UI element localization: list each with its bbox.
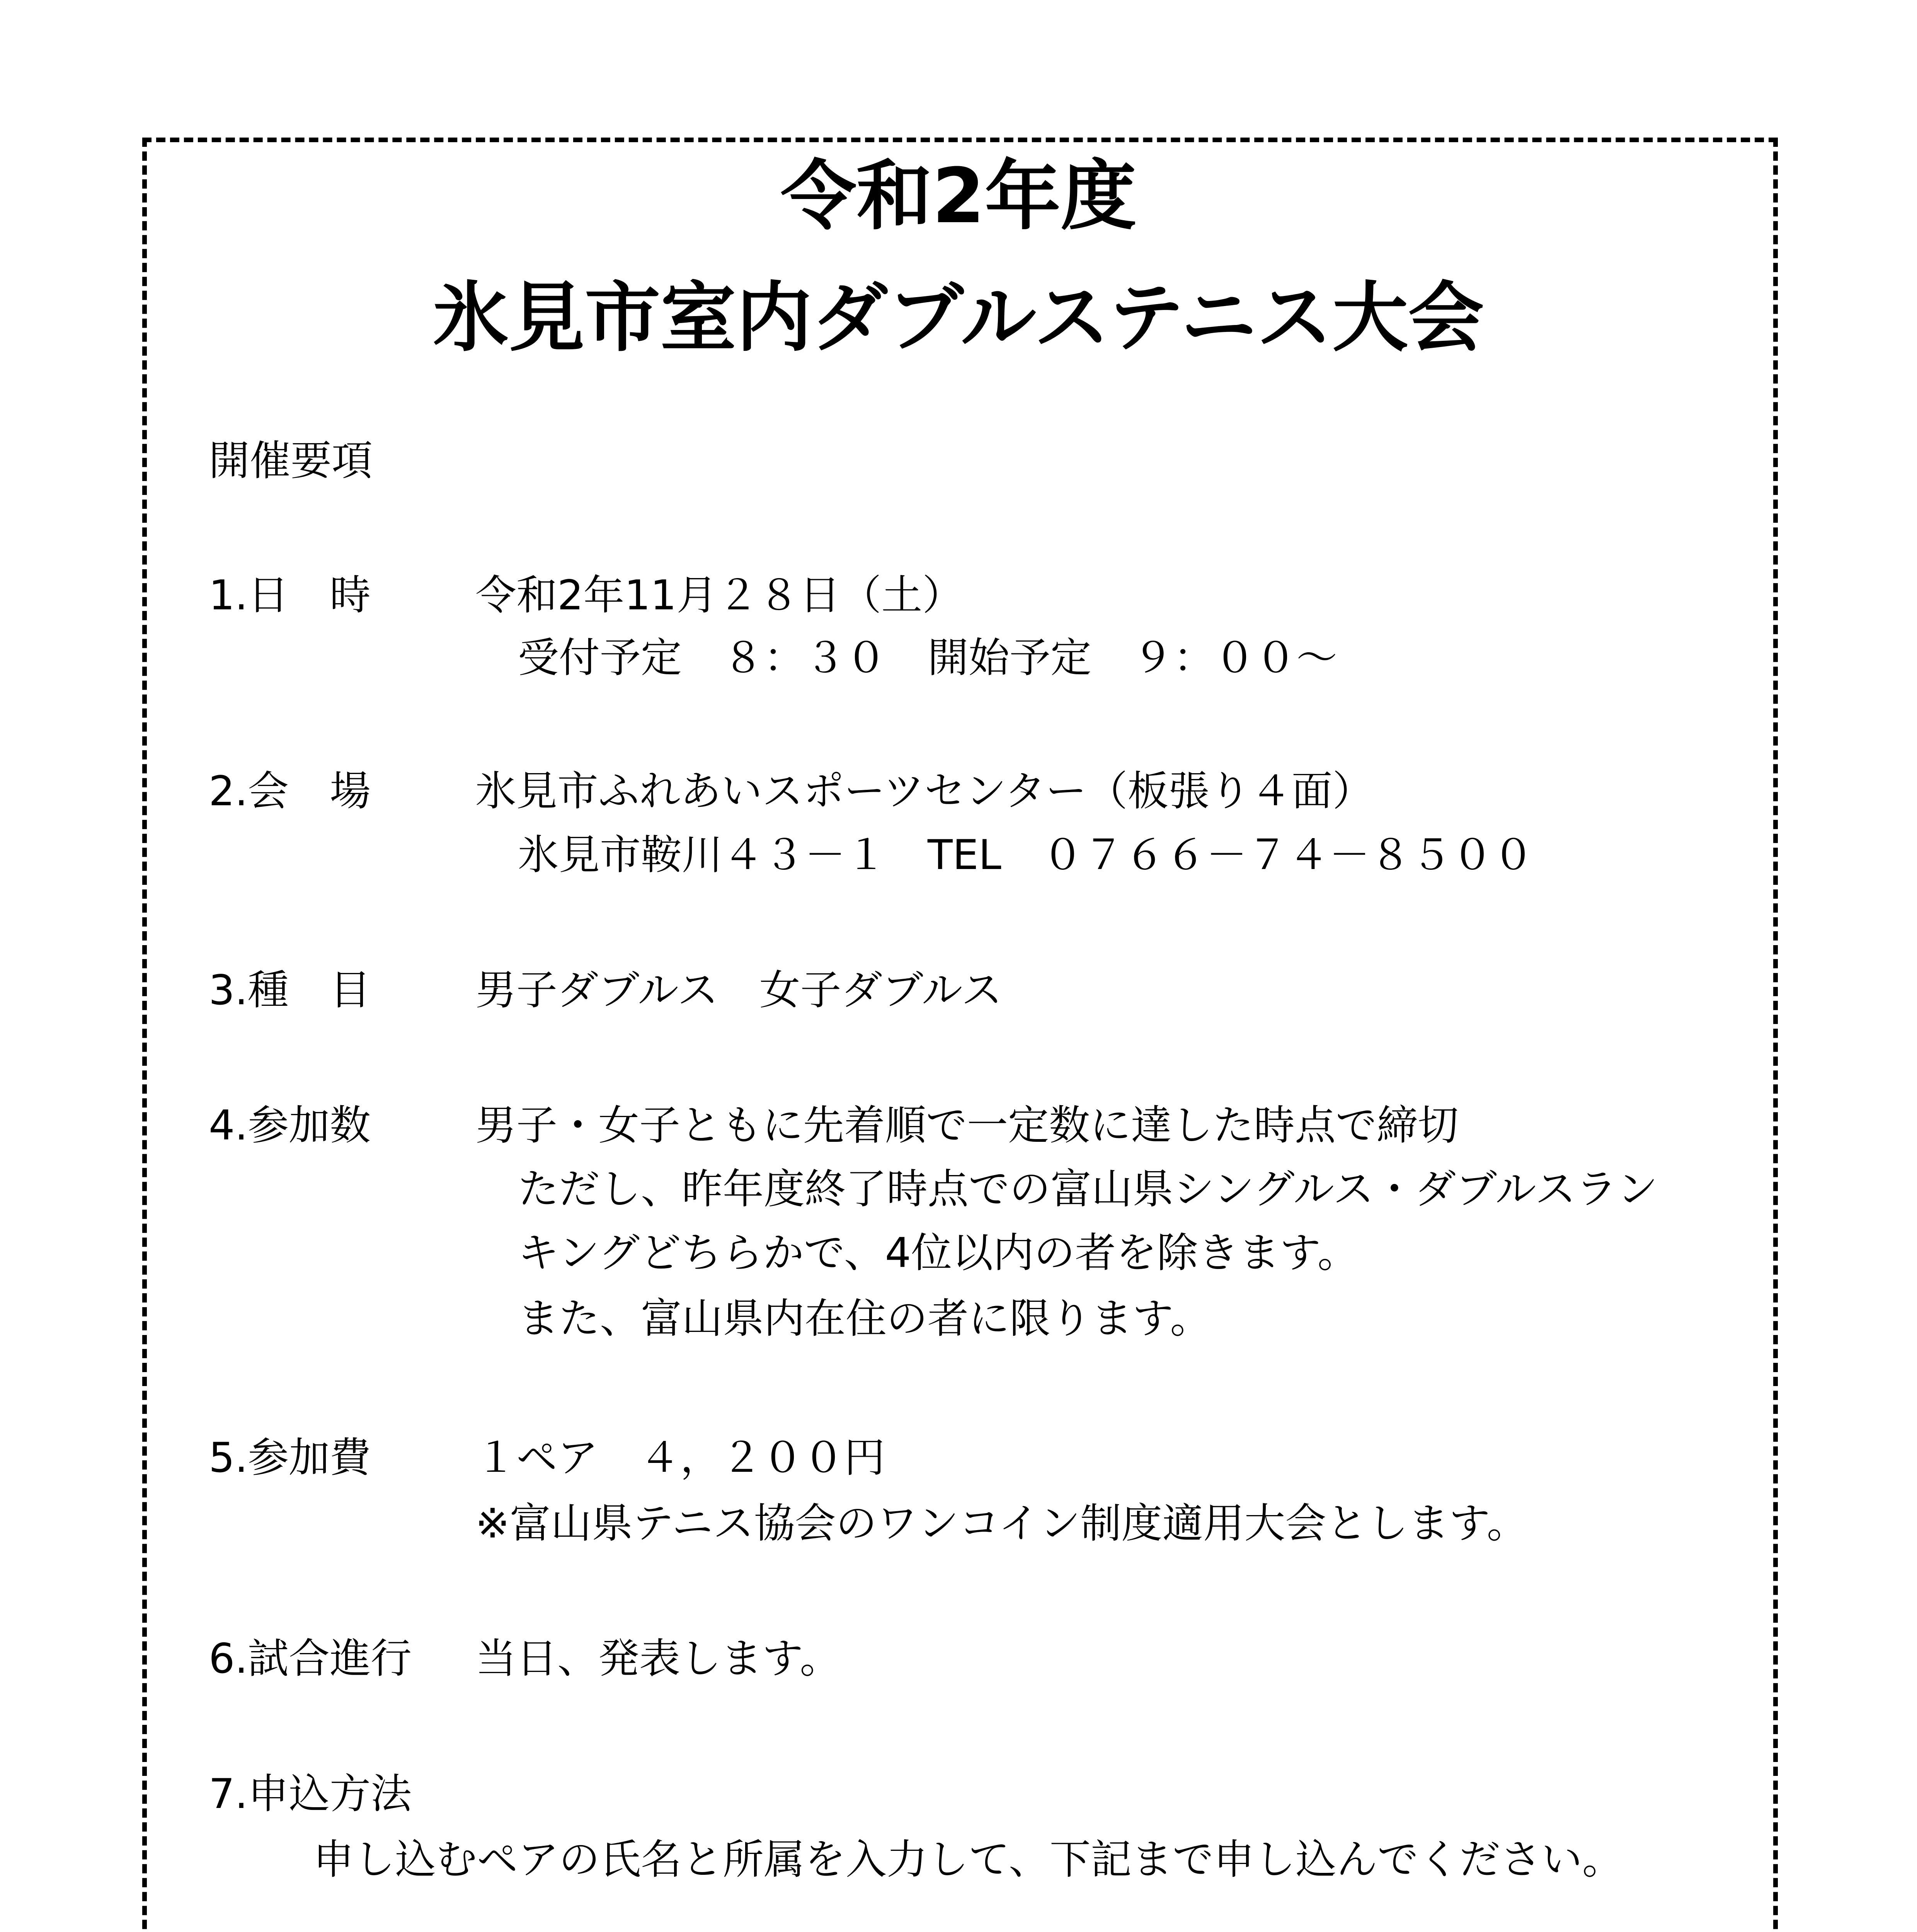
title-year: 令和2年度	[780, 152, 1137, 240]
item-label-application: 7.申込方法	[209, 1770, 412, 1818]
item-label-participants: 4.参加数	[209, 1102, 371, 1149]
item-value-address: 氷見市鞍川４３－１ TEL ０７６６－７４－８５００	[518, 831, 1534, 879]
section-heading: 開催要項	[209, 437, 373, 485]
item-value-events: 男子ダブルス 女子ダブルス	[475, 966, 1003, 1014]
item-label-schedule: 6.試合進行	[209, 1635, 412, 1682]
item-value-participants-3: キングどちらかで、4位以内の者を除きます。	[518, 1229, 1359, 1277]
item-value-participants-1: 男子・女子ともに先着順で一定数に達した時点で締切	[475, 1102, 1459, 1149]
item-value-date: 令和2年11月２８日（土）	[475, 571, 964, 619]
item-value-schedule: 当日、発表します。	[475, 1635, 841, 1682]
item-value-fee-note: ※富山県テニス協会のワンコイン制度適用大会とします。	[475, 1500, 1528, 1547]
item-value-fee: １ペア ４，２００円	[475, 1434, 885, 1481]
item-value-venue: 氷見市ふれあいスポーツセンター（板張り４面）	[475, 767, 1374, 815]
item-label-events: 3.種 目	[209, 966, 371, 1014]
title-event: 氷見市室内ダブルステニス大会	[433, 274, 1484, 362]
item-value-participants-4: また、富山県内在住の者に限ります。	[518, 1295, 1211, 1342]
item-value-application: 申し込むペアの氏名と所属を入力して、下記まで申し込んでください。	[313, 1836, 1623, 1883]
item-value-time: 受付予定 ８：３０ 開始予定 ９：００～	[518, 634, 1337, 682]
item-label-venue: 2.会 場	[209, 767, 371, 815]
item-label-date: 1.日 時	[209, 571, 371, 619]
item-value-participants-2: ただし、昨年度終了時点での富山県シングルス・ダブルスラン	[518, 1165, 1658, 1213]
item-label-fee: 5.参加費	[209, 1434, 371, 1481]
